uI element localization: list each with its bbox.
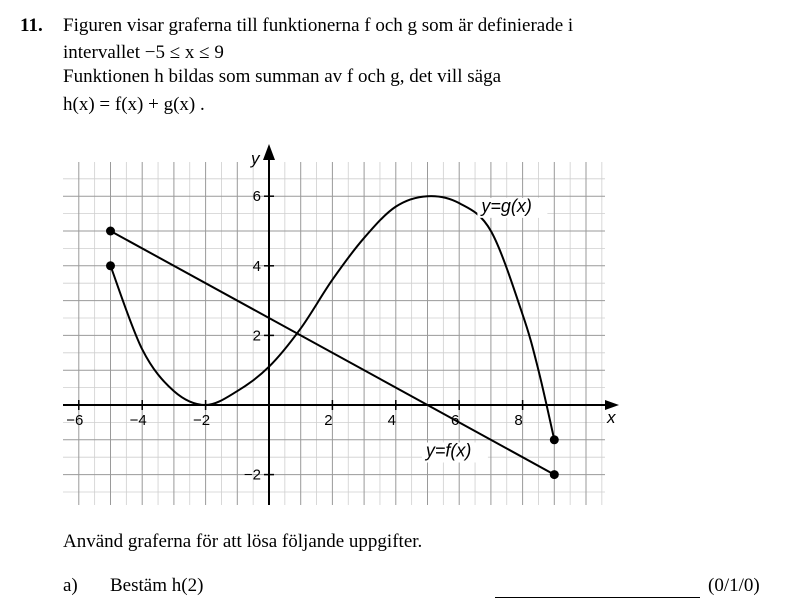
series-f-label: y=f(x) [425, 440, 472, 461]
y-tick-label: 2 [252, 327, 261, 345]
y-tick-label: −2 [243, 466, 261, 484]
question-text: Bestäm h(2) [110, 575, 204, 596]
instruction-text: Använd graferna för att lösa följande uppgifter. [63, 531, 423, 552]
y-tick-label: 4 [252, 257, 261, 275]
problem-text-line-3: Funktionen h bildas som summan av f och g, det vill säga [63, 66, 502, 87]
problem-text-line-4: h(x) = f(x) + g(x) . [63, 94, 205, 115]
x-tick-label: −4 [129, 412, 147, 429]
answer-line[interactable] [495, 597, 700, 598]
problem-text-line-1: Figuren visar graferna till funktionerna f och g som är definierade i [63, 15, 574, 36]
endpoint-dot [550, 435, 559, 444]
endpoint-dot [550, 470, 559, 479]
question-points: (0/1/0) [708, 575, 760, 596]
problem-number: 11. [20, 15, 43, 36]
question-letter: a) [63, 575, 78, 596]
x-tick-label: 6 [451, 412, 460, 429]
x-tick-label: 8 [514, 412, 523, 429]
x-tick-label: 4 [387, 412, 396, 429]
series-g-label: y=g(x) [481, 195, 532, 216]
problem-text-line-2: intervallet −5 ≤ x ≤ 9 [63, 42, 224, 63]
x-tick-label: −6 [66, 412, 84, 429]
y-axis-arrow [263, 144, 275, 160]
endpoint-dot [106, 227, 115, 236]
y-tick-label: 6 [252, 188, 261, 206]
x-axis-label: x [607, 408, 616, 427]
endpoint-dot [106, 261, 115, 270]
x-tick-label: 2 [324, 412, 333, 429]
x-tick-label: −2 [193, 412, 211, 429]
y-axis-label: y [251, 149, 260, 168]
